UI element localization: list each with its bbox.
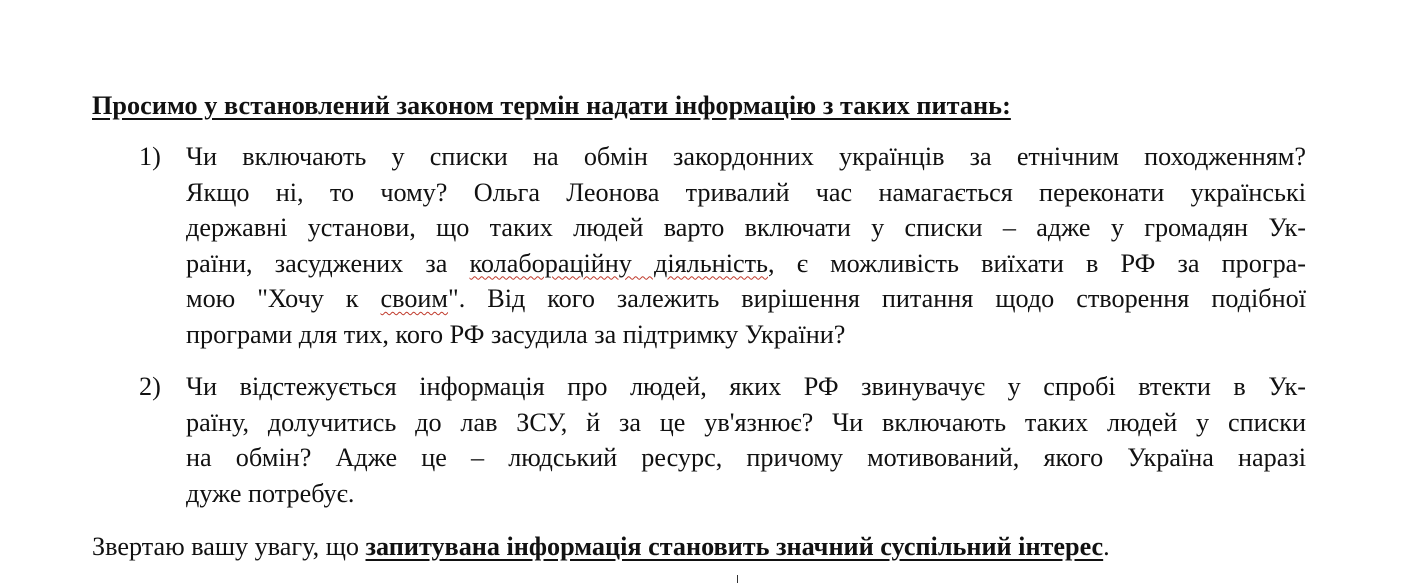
request-heading: Просимо у встановлений законом термін надати інформацію з таких питань: xyxy=(92,91,1011,120)
text-cursor xyxy=(737,575,738,583)
text-line: раїну, долучитись до лав ЗСУ, й за це ув'язнює? Чи включають таких людей у списки xyxy=(186,407,1306,437)
text-line: програми для тих, кого РФ засудила за підтримку України? xyxy=(186,319,846,349)
text-line: дуже потребує. xyxy=(186,478,355,508)
closing-paragraph xyxy=(92,529,1110,565)
text-line: державні установи, що таких людей варто включати у списки – адже у громадян Ук- xyxy=(186,213,1306,242)
question-text xyxy=(186,369,1306,511)
text-segment: ". Від кого залежить вирішення питання щодо створення подібної xyxy=(448,284,1306,313)
text-line: на обмін? Адже це – людський ресурс, причому мотивований, якого Україна наразі xyxy=(186,443,1306,472)
text-line xyxy=(186,246,1306,282)
question-number: 1) xyxy=(139,142,161,171)
text-line: Чи включають у списки на обмін закордонних українців за етнічним походженням? xyxy=(186,142,1306,171)
spellcheck-flagged-text[interactable]: своим xyxy=(380,284,449,313)
text-line: Якщо ні, то чому? Ольга Леонова тривалий час намагається переконати українські xyxy=(186,177,1306,207)
spellcheck-flagged-text[interactable]: колабораційну діяльність xyxy=(469,248,768,278)
text-line: Чи відстежується інформація про людей, яких РФ звинувачує у спробі втекти в Ук- xyxy=(186,372,1306,401)
question-text xyxy=(186,139,1306,352)
question-number: 2) xyxy=(139,372,161,401)
question-item-1 xyxy=(0,139,1407,352)
question-item-2 xyxy=(0,369,1407,511)
closing-emphasis: запитувана інформація становить значний суспільний інтерес xyxy=(365,532,1104,561)
text-segment: раїни, засуджених за xyxy=(186,248,470,278)
closing-text: Звертаю вашу увагу, що xyxy=(92,532,366,561)
closing-period: . xyxy=(1103,532,1110,561)
text-line xyxy=(186,281,1306,317)
text-segment: мою "Хочу к xyxy=(186,284,381,313)
question-list xyxy=(0,139,1407,511)
text-segment: , є можливість виїхати в РФ за програ- xyxy=(768,248,1307,278)
